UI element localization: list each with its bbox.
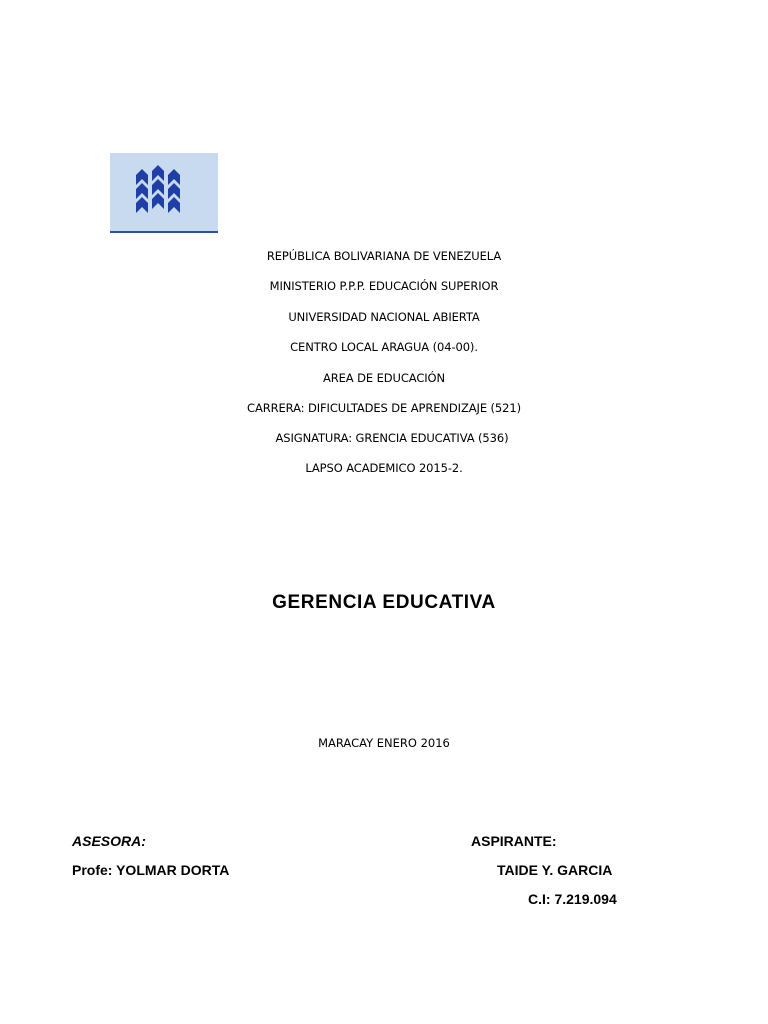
advisor-label: ASESORA: (72, 833, 146, 849)
applicant-name: TAIDE Y. GARCIA (497, 862, 613, 878)
una-logo-icon (110, 153, 218, 231)
advisor-name: Profe: YOLMAR DORTA (72, 862, 230, 878)
document-title: GERENCIA EDUCATIVA (272, 592, 496, 613)
header-line-center: CENTRO LOCAL ARAGUA (04-00). (290, 340, 478, 354)
header-line-ministry: MINISTERIO P.P.P. EDUCACIÓN SUPERIOR (269, 279, 499, 293)
applicant-id: C.I: 7.219.094 (528, 891, 617, 907)
university-logo (110, 153, 218, 233)
header-line-area: AREA DE EDUCACIÓN (322, 371, 446, 385)
header-line-term: LAPSO ACADEMICO 2015-2. (305, 461, 463, 475)
header-line-career: CARRERA: DIFICULTADES DE APRENDIZAJE (521) (247, 401, 521, 415)
place-date: MARACAY ENERO 2016 (318, 736, 450, 750)
header-line-subject: ASIGNATURA: GRENCIA EDUCATIVA (536) (275, 431, 509, 445)
header-line-university: UNIVERSIDAD NACIONAL ABIERTA (288, 310, 480, 324)
applicant-label: ASPIRANTE: (471, 833, 557, 849)
header-line-republic: REPÚBLICA BOLIVARIANA DE VENEZUELA (266, 249, 502, 263)
